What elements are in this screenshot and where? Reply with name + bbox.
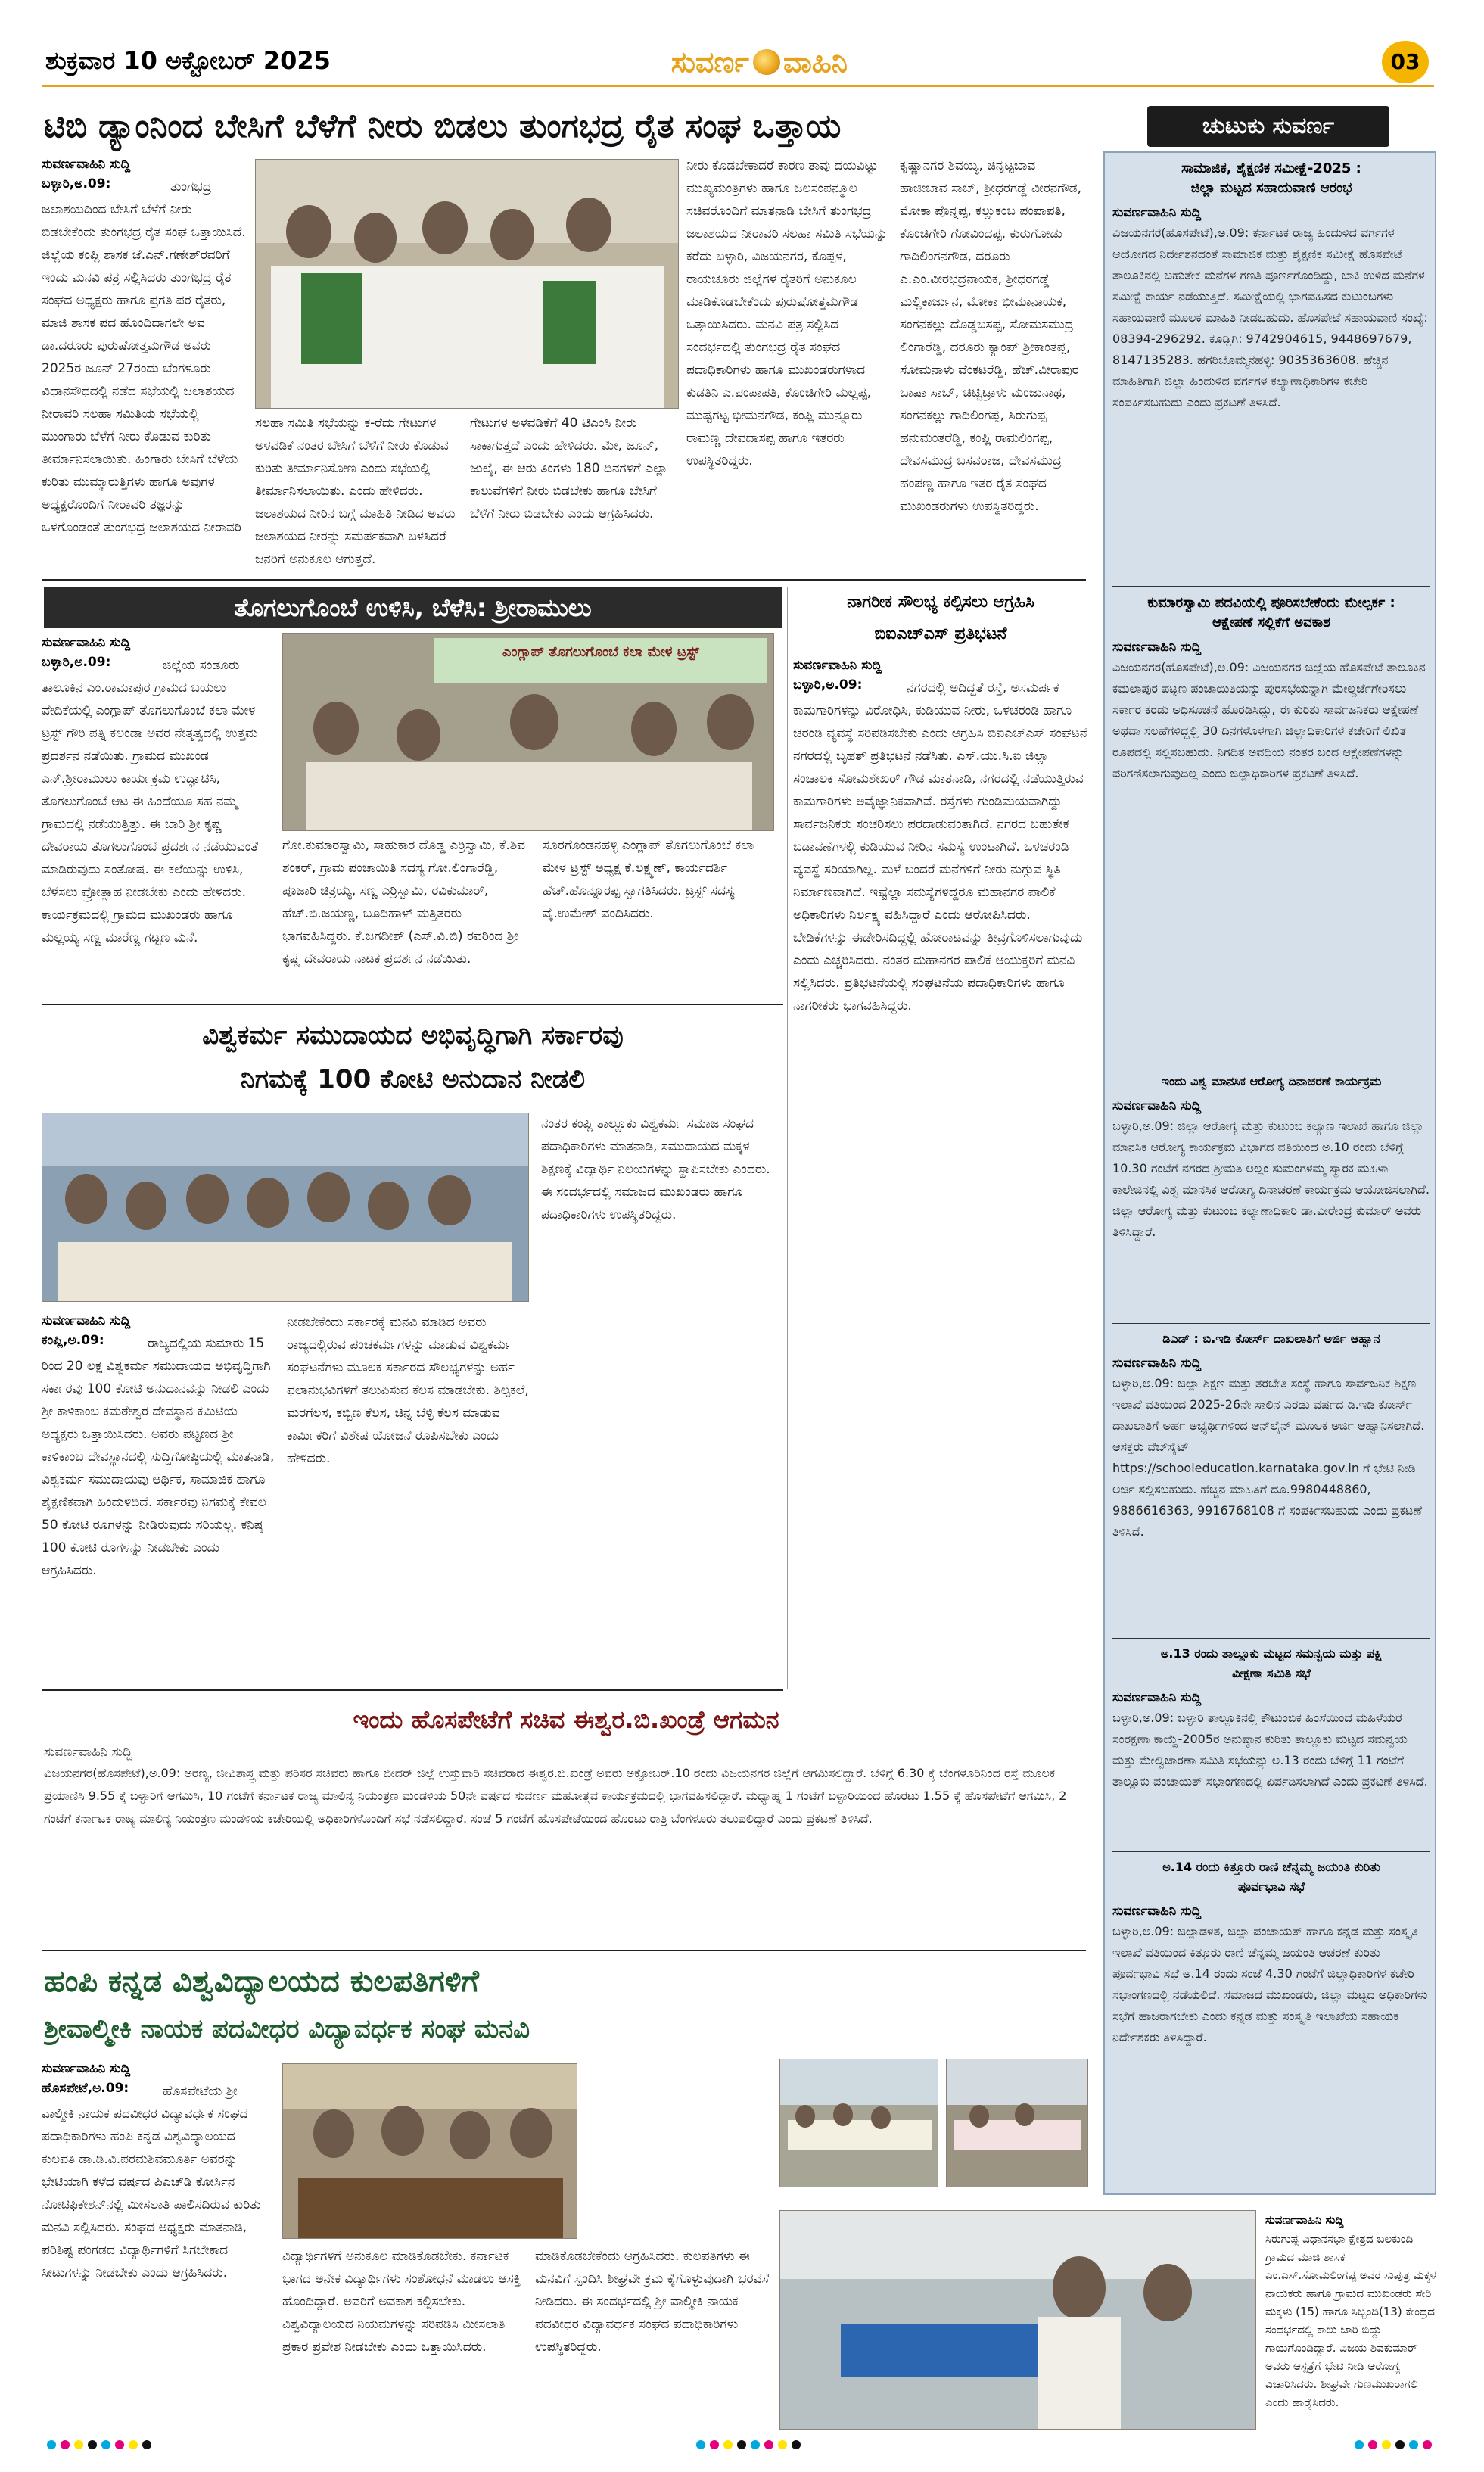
story-tb-dam xyxy=(42,154,1086,577)
banner-sriramulu xyxy=(44,587,782,628)
photo-protest-rally xyxy=(946,2059,1088,2187)
sidebar-item-body: ವಿಜಯನಗರ(ಹೊಸಪೇಟೆ),ಅ.09: ವಿಜಯನಗರ ಜಿಲ್ಲೆಯ ಹೊಸಪೇಟೆ ತಾಲೂಕಿನ ಕಮಲಾಪುರ ಪಟ್ಟಣ ಪಂಚಾಯಿತಿಯನ್ನು ಪುರಸಭೆಯನ್ನಾಗಿ ಮೇಲ್ದರ್ಜೆಗೇರಿಸಲು ಸರ್ಕಾರ ಕರಡು ಅಧಿಸೂಚನೆ ಹೊರಡಿಸಿದ್ದು, ಈ ಕುರಿತು ಸಾರ್ವಜನಿಕರು ಆಕ್ಷೇಪಣೆ ಅಥವಾ ಸಲಹೆಗಳಿದ್ದಲ್ಲಿ 30 ದಿನಗಳೊಳಗಾಗಿ ಜಿಲ್ಲಾಧಿಕಾರಿಗಳ ಕಚೇರಿಗೆ ಲಿಖಿತ ರೂಪದಲ್ಲಿ ಸಲ್ಲಿಸಬಹುದು. ನಿಗದಿತ ಅವಧಿಯ ನಂತರ ಬಂದ ಆಕ್ಷೇಪಣೆಗಳನ್ನು ಪರಿಗಣಿಸಲಾಗುವುದಿಲ್ಲ ಎಂದು ಜಿಲ್ಲಾಧಿಕಾರಿಗಳ ಪ್ರಕಟಣೆ ತಿಳಿಸಿದೆ. xyxy=(1112,660,1426,780)
sidebar-item-heading: ಸಾಮಾಜಿಕ, ಶೈಕ್ಷಣಿಕ ಸಮೀಕ್ಷೆ-2025 : ಜಿಲ್ಲಾ ಮಟ್ಟದ ಸಹಾಯವಾಣಿ ಆರಂಭ xyxy=(1181,160,1361,196)
sidebar-item xyxy=(1112,593,1430,1063)
photo-protest-march xyxy=(779,2059,938,2187)
headline-protest-line2: ಬಿಐಎಚ್‌ಎಸ್ ಪ್ರತಿಭಟನೆ xyxy=(874,624,1007,643)
divider xyxy=(1112,586,1430,587)
story-column: ಜಿಲ್ಲೆಯ ಸಂಡೂರು ತಾಲೂಕಿನ ಎಂ.ರಾಮಾಪುರ ಗ್ರಾಮದ ಬಯಲು ವೇದಿಕೆಯಲ್ಲಿ ಎಂಗ್ಲಾಪ್ ತೊಗಲುಗೊಂಬೆ ಕಲಾ ಮೇಳ ಟ್ರಸ್ಟ್ ಗೌರಿ ಪತ್ನಿ ಕಲಂಡಾ ಅವರ ನೇತೃತ್ವದಲ್ಲಿ ಉತ್ತಮ ಪ್ರದರ್ಶನ ನಡೆಯಿತು. ಗ್ರಾಮದ ಮುಖಂಡ ಎನ್.ಶ್ರೀರಾಮುಲು ಕಾರ್ಯಕ್ರಮ ಉದ್ಘಾಟಿಸಿ, ತೊಗಲುಗೊಂಬೆ ಆಟ ಈ ಹಿಂದೆಯೂ ಸಹ ನಮ್ಮ ಗ್ರಾಮದಲ್ಲಿ ನಡೆಯುತ್ತಿತ್ತು. ಈ ಬಾರಿ ಶ್ರೀ ಕೃಷ್ಣ ದೇವರಾಯ ತೊಗಲುಗೊಂಬೆ ಪ್ರದರ್ಶನ ನಡೆಯುವಂತೆ ಮಾಡಿರುವುದು ಸಂತೋಷ. ಈ ಕಲೆಯನ್ನು ಉಳಿಸಿ, ಬೆಳೆಸಲು ಪ್ರೋತ್ಸಾಹ ನೀಡಬೇಕು ಎಂದು ಹೇಳಿದರು. ಕಾರ್ಯಕ್ರಮದಲ್ಲಿ ಗ್ರಾಮದ ಮುಖಂಡರು ಹಾಗೂ ಮಲ್ಲಯ್ಯ ಸಣ್ಣ ಮಾರೆಣ್ಣ ಗಟ್ಟಣ ಮನೆ. xyxy=(42,658,258,945)
story-byline: ಸುವರ್ಣವಾಹಿನಿ ಸುದ್ದಿ xyxy=(44,1745,132,1760)
sidebar-item-heading: ಅ.14 ರಂದು ಕಿತ್ತೂರು ರಾಣಿ ಚೆನ್ನಮ್ಮ ಜಯಂತಿ ಕುರಿತು ಪೂರ್ವಭಾವಿ ಸಭೆ xyxy=(1162,1860,1380,1894)
sidebar-item-byline: ಸುವರ್ಣವಾಹಿನಿ ಸುದ್ದಿ xyxy=(1112,1690,1202,1705)
sidebar-item xyxy=(1112,1644,1430,1848)
sidebar-item-body: ವಿಜಯನಗರ(ಹೊಸಪೇಟೆ),ಅ.09: ಕರ್ನಾಟಕ ರಾಜ್ಯ ಹಿಂದುಳಿದ ವರ್ಗಗಳ ಆಯೋಗದ ನಿರ್ದೇಶನದಂತೆ ಸಾಮಾಜಿಕ ಮತ್ತು ಶೈಕ್ಷಣಿಕ ಸಮೀಕ್ಷೆ ಹೊಸಪೇಟೆ ತಾಲೂಕಿನಲ್ಲಿ ಬಹುತೇಕ ಮನೆಗಳ ಗಣತಿ ಪೂರ್ಣಗೊಂಡಿದ್ದು, ಬಾಕಿ ಉಳಿದ ಮನೆಗಳ ಸಮೀಕ್ಷೆ ಕಾರ್ಯ ನಡೆಯುತ್ತಿದೆ. ಸಮೀಕ್ಷೆಯಲ್ಲಿ ಭಾಗವಹಿಸದ ಕುಟುಂಬಗಳು ಸಹಾಯವಾಣಿ ಮೂಲಕ ಮಾಹಿತಿ ನೀಡಬಹುದು. ಹೊಸಪೇಟೆ ಸಹಾಯವಾಣಿ ಸಂಖ್ಯೆ: 08394-296292. ಕೂಡ್ಲಿಗಿ: 9742904615, 9448697679, 8147135283. ಹಗರಿಬೊಮ್ಮನಹಳ್ಳಿ: 9035363608. ಹೆಚ್ಚಿನ ಮಾಹಿತಿಗಾಗಿ ಜಿಲ್ಲಾ ಹಿಂದುಳಿದ ವರ್ಗಗಳ ಕಲ್ಯಾಣಾಧಿಕಾರಿಗಳ ಕಚೇರಿ ಸಂಪರ್ಕಿಸಬಹುದು ಎಂದು ಪ್ರಕಟಣೆ ತಿಳಿಸಿದೆ. xyxy=(1112,226,1428,409)
story-column: ಸಿರುಗುಪ್ಪ ವಿಧಾನಸಭಾ ಕ್ಷೇತ್ರದ ಬಲಕುಂದಿ ಗ್ರಾಮದ ಮಾಜಿ ಶಾಸಕ ಎಂ.ಎಸ್.ಸೋಮಲಿಂಗಪ್ಪ ಅವರ ಸುಪುತ್ರ ಮಕ್ಕಳ ನಾಯಕರು ಹಾಗೂ ಗ್ರಾಮದ ಮುಖಂಡರು ಸೇರಿ ಮಕ್ಕಳು (15) ಹಾಗೂ ಸಿಬ್ಬಂದಿ(13) ಕೇಂದ್ರದ ಸಂದರ್ಭದಲ್ಲಿ ಕಾಲು ಜಾರಿ ಬಿದ್ದು ಗಾಯಗೊಂಡಿದ್ದಾರೆ. ವಿಜಯ ಶಿವಕುಮಾರ್ ಅವರು ಆಸ್ಪತ್ರೆಗೆ ಭೇಟಿ ನೀಡಿ ಆರೋಗ್ಯ ವಿಚಾರಿಸಿದರು. ಶೀಘ್ರವೇ ಗುಣಮುಖರಾಗಲಿ ಎಂದು ಹಾರೈಸಿದರು. xyxy=(1265,2232,1436,2409)
story-column: ನಗರದಲ್ಲಿ ಅದಿದ್ದತೆ ರಸ್ತೆ, ಅಸಮರ್ಪಕ ಕಾಮಗಾರಿಗಳನ್ನು ವಿರೋಧಿಸಿ, ಕುಡಿಯುವ ನೀರು, ಒಳಚರಂಡಿ ಹಾಗೂ ಚರಂಡಿ ವ್ಯವಸ್ಥೆ ಸರಿಪಡಿಸಬೇಕು ಎಂದು ಆಗ್ರಹಿಸಿ ಬಿಐಎಚ್‌ಎಸ್ ಸಂಘಟನೆ ನಗರದಲ್ಲಿ ಬೃಹತ್ ಪ್ರತಿಭಟನೆ ನಡೆಸಿತು. ಎಸ್.ಯು.ಸಿ.ಐ ಜಿಲ್ಲಾ ಸಂಚಾಲಕ ಸೋಮಶೇಖರ್ ಗೌಡ ಮಾತನಾಡಿ, ನಗರದಲ್ಲಿ ನಡೆಯುತ್ತಿರುವ ಕಾಮಗಾರಿಗಳು ಅವೈಜ್ಞಾನಿಕವಾಗಿವೆ. ರಸ್ತೆಗಳು ಗುಂಡಿಮಯವಾಗಿದ್ದು ಸಾರ್ವಜನಿಕರು ಸಂಚರಿಸಲು ಪರದಾಡುವಂತಾಗಿದೆ. ನಗರದ ಬಹುತೇಕ ಬಡಾವಣೆಗಳಲ್ಲಿ ಕುಡಿಯುವ ನೀರಿನ ಸಮಸ್ಯೆ ಉಂಟಾಗಿದೆ. ಒಳಚರಂಡಿ ವ್ಯವಸ್ಥೆ ಸರಿಯಾಗಿಲ್ಲ. ಮಳೆ ಬಂದರೆ ಮನೆಗಳಿಗೆ ನೀರು ನುಗ್ಗುವ ಸ್ಥಿತಿ ನಿರ್ಮಾಣವಾಗಿದೆ. ಇಷ್ಟೆಲ್ಲಾ ಸಮಸ್ಯೆಗಳಿದ್ದರೂ ಮಹಾನಗರ ಪಾಲಿಕೆ ಅಧಿಕಾರಿಗಳು ನಿರ್ಲಕ್ಷ್ಯ ವಹಿಸಿದ್ದಾರೆ ಎಂದು ಆರೋಪಿಸಿದರು. ಬೇಡಿಕೆಗಳನ್ನು ಈಡೇರಿಸದಿದ್ದಲ್ಲಿ ಹೋರಾಟವನ್ನು ತೀವ್ರಗೊಳಿಸಲಾಗುವುದು ಎಂದು ಎಚ್ಚರಿಸಿದರು. ನಂತರ ಮಹಾನಗರ ಪಾಲಿಕೆ ಆಯುಕ್ತರಿಗೆ ಮನವಿ ಸಲ್ಲಿಸಿದರು. ಪ್ರತಿಭಟನೆಯಲ್ಲಿ ಸಂಘಟನೆಯ ಪದಾಧಿಕಾರಿಗಳು ಹಾಗೂ ನಾಗರೀಕರು ಭಾಗವಹಿಸಿದ್ದರು. xyxy=(793,680,1087,1013)
sidebar-item xyxy=(1112,1329,1430,1635)
sidebar-item-byline: ಸುವರ್ಣವಾಹಿನಿ ಸುದ್ದಿ xyxy=(1112,1904,1202,1919)
photo-puppet-event xyxy=(282,633,774,831)
photo-banner-text: ಎಂಗ್ಲಾಪ್ ತೊಗಲುಗೊಂಬೆ ಕಲಾ ಮೇಳ ಟ್ರಸ್ಟ್ xyxy=(502,644,700,660)
story-byline: ಸುವರ್ಣವಾಹಿನಿ ಸುದ್ದಿ xyxy=(793,658,882,673)
masthead-logo xyxy=(609,42,904,83)
brand-left: ಸುವರ್ಣ xyxy=(670,45,749,79)
page-header xyxy=(0,0,1484,91)
sidebar-title: ಚುಟುಕು ಸುವರ್ಣ xyxy=(1202,113,1335,139)
print-registration-dots-center xyxy=(696,2440,801,2460)
divider xyxy=(1112,1851,1430,1852)
story-dateline: ಬಳ್ಳಾರಿ,ಅ.09: xyxy=(793,677,863,693)
headline-vishwakarma-line2: ನಿಗಮಕ್ಕೆ 100 ಕೋಟಿ ಅನುದಾನ ನೀಡಲಿ xyxy=(240,1064,586,1094)
sidebar-item xyxy=(1112,159,1430,583)
brand-emblem-icon xyxy=(753,49,780,75)
headline-hampi-line1: ಹಂಪಿ ಕನ್ನಡ ವಿಶ್ವವಿದ್ಯಾಲಯದ ಕುಲಪತಿಗಳಿಗೆ xyxy=(44,1964,479,1999)
story-column: ಗೋ.ಕುಮಾರಸ್ವಾಮಿ, ಸಾಹುಕಾರ ದೊಡ್ಡ ಎರ್ರಿಸ್ವಾಮಿ, ಕೆ.ಶಿವ ಶಂಕರ್, ಗ್ರಾಮ ಪಂಚಾಯಿತಿ ಸದಸ್ಯ ಗೋ.ಲಿಂಗಾರೆಡ್ಡಿ, ಪೂಜಾರಿ ಚಿತ್ರಯ್ಯ, ಸಣ್ಣ ಎರ್ರಿಸ್ವಾಮಿ, ರವಿಕುಮಾರ್, ಹೆಚ್.ಬಿ.ಜಯಣ್ಣ, ಬೂದಿಹಾಳ್ ಮತ್ತಿತರರು ಭಾಗವಹಿಸಿದ್ದರು. ಕೆ.ಜಗದೀಶ್ (ಎಸ್.ವಿ.ಬಿ) ರವರಿಂದ ಶ್ರೀ ಕೃಷ್ಣ ದೇವರಾಯ ನಾಟಕ ಪ್ರದರ್ಶನ ನಡೆಯಿತು. xyxy=(282,838,525,967)
story-dateline: ಬಳ್ಳಾರಿ,ಅ.09: xyxy=(42,176,111,191)
story-dateline: ಬಳ್ಳಾರಿ,ಅ.09: xyxy=(42,655,111,670)
divider xyxy=(1112,1323,1430,1324)
header-date: ಶುಕ್ರವಾರ 10 ಅಕ್ಟೋಬರ್ 2025 xyxy=(45,46,331,75)
story-hampi xyxy=(42,2059,783,2437)
sidebar-panel xyxy=(1103,151,1436,2195)
story-column: ನಂತರ ಕಂಪ್ಲಿ ತಾಲ್ಲೂಕು ವಿಶ್ವಕರ್ಮ ಸಮಾಜ ಸಂಘದ ಪದಾಧಿಕಾರಿಗಳು ಮಾತನಾಡಿ, ಸಮುದಾಯದ ಮಕ್ಕಳ ಶಿಕ್ಷಣಕ್ಕೆ ವಿದ್ಯಾರ್ಥಿ ನಿಲಯಗಳನ್ನು ಸ್ಥಾಪಿಸಬೇಕು ಎಂದರು. ಈ ಸಂದರ್ಭದಲ್ಲಿ ಸಮಾಜದ ಮುಖಂಡರು ಹಾಗೂ ಪದಾಧಿಕಾರಿಗಳು ಉಪಸ್ಥಿತರಿದ್ದರು. xyxy=(541,1116,770,1222)
divider xyxy=(42,579,1086,581)
divider xyxy=(42,1950,1086,1951)
sidebar-item-body: ಬಳ್ಳಾರಿ,ಅ.09: ಬಳ್ಳಾರಿ ತಾಲ್ಲೂಕಿನಲ್ಲಿ ಕೌಟುಂಬಿಕ ಹಿಂಸೆಯಿಂದ ಮಹಿಳೆಯರ ಸಂರಕ್ಷಣಾ ಕಾಯ್ದೆ-2005ರ ಅನುಷ್ಠಾನ ಕುರಿತು ತಾಲ್ಲೂಕು ಮಟ್ಟದ ಸಮನ್ವಯ ಮತ್ತು ಮೇಲ್ವಿಚಾರಣಾ ಸಮಿತಿ ಸಭೆಯನ್ನು ಅ.13 ರಂದು ಬೆಳಿಗ್ಗೆ 11 ಗಂಟೆಗೆ ತಾಲ್ಲೂಕು ಪಂಚಾಯತ್ ಸಭಾಂಗಣದಲ್ಲಿ ಏರ್ಪಡಿಸಲಾಗಿದೆ ಎಂದು ಪ್ರಕಟಣೆ ತಿಳಿಸಿದೆ. xyxy=(1112,1711,1428,1789)
sidebar-item-heading: ಡಿಎಡ್ : ಬಿ.ಇಡಿ ಕೋರ್ಸ್ ದಾಖಲಾತಿಗೆ ಅರ್ಜಿ ಆಹ್ವಾನ xyxy=(1162,1331,1380,1346)
story-column: ನೀಡಬೇಕೆಂದು ಸರ್ಕಾರಕ್ಕೆ ಮನವಿ ಮಾಡಿದ ಅವರು ರಾಜ್ಯದಲ್ಲಿರುವ ಪಂಚಕರ್ಮಗಳನ್ನು ಮಾಡುವ ವಿಶ್ವಕರ್ಮ ಸಂಘಟನೆಗಳು ಮೂಲಕ ಸರ್ಕಾರದ ಸೌಲಭ್ಯಗಳನ್ನು ಅರ್ಹ ಫಲಾನುಭವಿಗಳಿಗೆ ತಲುಪಿಸುವ ಕೆಲಸ ಮಾಡಬೇಕು. ಶಿಲ್ಪಕಲೆ, ಮರಗೆಲಸ, ಕಬ್ಬಿಣ ಕೆಲಸ, ಚಿನ್ನ ಬೆಳ್ಳಿ ಕೆಲಸ ಮಾಡುವ ಕಾರ್ಮಿಕರಿಗೆ ವಿಶೇಷ ಯೋಜನೆ ರೂಪಿಸಬೇಕು ಎಂದು ಹೇಳಿದರು. xyxy=(287,1315,529,1466)
story-column: ಕೃಷ್ಣಾನಗರ ಶಿವಯ್ಯ, ಚಿನ್ನಟ್ಟಬಾವ ಹಾಜೀಬಾವ ಸಾಬ್, ಶ್ರೀಧರಗಡ್ಡೆ ವೀರನಗೌಡ, ಮೋಕಾ ಪೊನ್ನಪ್ಪ, ಕಲ್ಲುಕಂಬ ಪಂಪಾಪತಿ, ಕೊಂಚಿಗೇರಿ ಗೋವಿಂದಪ್ಪ, ಕುರುಗೋಡು ಗಾದಿಲಿಂಗನಗೌಡ, ದರೂರು ಎ.ಎಂ.ವೀರಭದ್ರನಾಯಕ, ಶ್ರೀಧರಗಡ್ಡೆ ಮಲ್ಲಿಕಾರ್ಜುನ, ಮೋಕಾ ಭೀಮಾನಾಯಕ, ಸಂಗನಕಲ್ಲು ದೊಡ್ಡಬಸಪ್ಪ, ಸೋಮಸಮುದ್ರ ಲಿಂಗಾರೆಡ್ಡಿ, ದರೂರು ಕ್ಯಾಂಪ್ ಶ್ರೀಕಾಂತಪ್ಪ, ಸೋಮನಾಳು ವೆಂಕಟರೆಡ್ಡಿ, ಹೆಚ್.ವೀರಾಪುರ ಬಾಷಾ ಸಾಬ್, ಚಿಟ್ವಿಟ್ರಾಳು ಮಂಜುನಾಥ, ಸಂಗನಕಲ್ಲು ಗಾದಿಲಿಂಗಪ್ಪ, ಸಿರುಗುಪ್ಪ ಹನುಮಂತರೆಡ್ಡಿ, ಕಂಪ್ಲಿ ರಾಮಲಿಂಗಪ್ಪ, ದೇವಸಮುದ್ರ ಬಸವರಾಜ, ದೇವಸಮುದ್ರ ಹಂಪಣ್ಣ ಹಾಗೂ ಇತರ ರೈತ ಸಂಘದ ಮುಖಂಡರುಗಳು ಉಪಸ್ಥಿತರಿದ್ದರು. xyxy=(900,158,1082,514)
story-dateline: ಹೊಸಪೇಟೆ,ಅ.09: xyxy=(42,2081,129,2096)
header-rule xyxy=(42,85,1434,87)
headline-vishwakarma-line1: ವಿಶ್ವಕರ್ಮ ಸಮುದಾಯದ ಅಭಿವೃದ್ಧಿಗಾಗಿ ಸರ್ಕಾರವು xyxy=(202,1020,624,1051)
sidebar-item-body: ಬಳ್ಳಾರಿ,ಅ.09: ಜಿಲ್ಲಾ ಆರೋಗ್ಯ ಮತ್ತು ಕುಟುಂಬ ಕಲ್ಯಾಣ ಇಲಾಖೆ ಹಾಗೂ ಜಿಲ್ಲಾ ಮಾನಸಿಕ ಆರೋಗ್ಯ ಕಾರ್ಯಕ್ರಮ ವಿಭಾಗದ ವತಿಯಿಂದ ಅ.10 ರಂದು ಬೆಳಿಗ್ಗೆ 10.30 ಗಂಟೆಗೆ ನಗರದ ಶ್ರೀಮತಿ ಅಲ್ಲಂ ಸುಮಂಗಳಮ್ಮ ಸ್ಮಾರಕ ಮಹಿಳಾ ಕಾಲೇಜಿನಲ್ಲಿ ವಿಶ್ವ ಮಾನಸಿಕ ಆರೋಗ್ಯ ದಿನಾಚರಣೆ ಕಾರ್ಯಕ್ರಮ ಆಯೋಜಿಸಲಾಗಿದೆ. ಜಿಲ್ಲಾ ಆರೋಗ್ಯ ಮತ್ತು ಕುಟುಂಬ ಕಲ್ಯಾಣಾಧಿಕಾರಿ ಡಾ.ವೀರೇಂದ್ರ ಕುಮಾರ್ ಅವರು ತಿಳಿಸಿದ್ದಾರೆ. xyxy=(1112,1119,1430,1239)
story-column: ಸಲಹಾ ಸಮಿತಿ ಸಭೆಯನ್ನು ಕ-ರೆದು ಗೇಟುಗಳ ಅಳವಡಿಕೆ ನಂತರ ಬೇಸಿಗೆ ಬೆಳೆಗೆ ನೀರು ಕೊಡುವ ಕುರಿತು ತೀರ್ಮಾನಿಸೋಣ ಎಂದು ಸಭೆಯಲ್ಲಿ ತೀರ್ಮಾನಿಸಲಾಯಿತು. ಎಂದು ಹೇಳಿದರು. ಜಲಾಶಯದ ನೀರಿನ ಬಗ್ಗೆ ಮಾಹಿತಿ ನೀಡಿದ ಅವರು ಜಲಾಶಯದ ನೀರನ್ನು ಸಮರ್ಪಕವಾಗಿ ಬಳಸಿದರೆ ಜನರಿಗೆ ಅನುಕೂಲ ಆಗುತ್ತದೆ. xyxy=(255,416,456,567)
sidebar-item-body: ಬಳ್ಳಾರಿ,ಅ.09: ಜಿಲ್ಲಾಡಳಿತ, ಜಿಲ್ಲಾ ಪಂಚಾಯತ್ ಹಾಗೂ ಕನ್ನಡ ಮತ್ತು ಸಂಸ್ಕೃತಿ ಇಲಾಖೆ ವತಿಯಿಂದ ಕಿತ್ತೂರು ರಾಣಿ ಚೆನ್ನಮ್ಮ ಜಯಂತಿ ಆಚರಣೆ ಕುರಿತು ಪೂರ್ವಭಾವಿ ಸಭೆ ಅ.14 ರಂದು ಸಂಜೆ 4.30 ಗಂಟೆಗೆ ಜಿಲ್ಲಾಧಿಕಾರಿಗಳ ಕಚೇರಿ ಸಭಾಂಗಣದಲ್ಲಿ ನಡೆಯಲಿದೆ. ಸಮಾಜದ ಮುಖಂಡರು, ಜಿಲ್ಲಾ ಮಟ್ಟದ ಅಧಿಕಾರಿಗಳು ಸಭೆಗೆ ಹಾಜರಾಗಬೇಕು ಎಂದು ಕನ್ನಡ ಮತ್ತು ಸಂಸ್ಕೃತಿ ಇಲಾಖೆಯ ಸಹಾಯಕ ನಿರ್ದೇಶಕರು ತಿಳಿಸಿದ್ದಾರೆ. xyxy=(1112,1924,1428,2044)
sidebar-item-body: ಬಳ್ಳಾರಿ,ಅ.09: ಜಿಲ್ಲಾ ಶಿಕ್ಷಣ ಮತ್ತು ತರಬೇತಿ ಸಂಸ್ಥೆ ಹಾಗೂ ಸಾರ್ವಜನಿಕ ಶಿಕ್ಷಣ ಇಲಾಖೆ ವತಿಯಿಂದ 2025-26ನೇ ಸಾಲಿನ ಎರಡು ವರ್ಷದ ಡಿ.ಇಡಿ ಕೋರ್ಸ್ ದಾಖಲಾತಿಗೆ ಅರ್ಹ ಅಭ್ಯರ್ಥಿಗಳಿಂದ ಆನ್‌ಲೈನ್ ಮೂಲಕ ಅರ್ಜಿ ಆಹ್ವಾನಿಸಲಾಗಿದೆ. ಆಸಕ್ತರು ವೆಬ್‌ಸೈಟ್ https://schooleducation.karnataka.gov.in ಗೆ ಭೇಟಿ ನೀಡಿ ಅರ್ಜಿ ಸಲ್ಲಿಸಬಹುದು. ಹೆಚ್ಚಿನ ಮಾಹಿತಿಗೆ ದೂ.9980448860, 9886616363, 9916768108 ಗೆ ಸಂಪರ್ಕಿಸಬಹುದು ಎಂದು ಪ್ರಕಟಣೆ ತಿಳಿಸಿದೆ. xyxy=(1112,1376,1425,1539)
headline-hampi-line2: ಶ್ರೀವಾಲ್ಮೀಕಿ ನಾಯಕ ಪದವೀಧರ ವಿದ್ಯಾವರ್ಧಕ ಸಂಘ ಮನವಿ xyxy=(44,2014,530,2044)
story-byline: ಸುವರ್ಣವಾಹಿನಿ ಸುದ್ದಿ xyxy=(42,1313,131,1328)
page-number: 03 xyxy=(1390,49,1420,74)
sidebar-item-byline: ಸುವರ್ಣವಾಹಿನಿ ಸುದ್ದಿ xyxy=(1112,1356,1202,1371)
sidebar-item-heading: ಇಂದು ವಿಶ್ವ ಮಾನಸಿಕ ಆರೋಗ್ಯ ದಿನಾಚರಣೆ ಕಾರ್ಯಕ್ರಮ xyxy=(1161,1074,1382,1088)
story-column: ನೀರು ಕೊಡಬೇಕಾದರೆ ಕಾರಣ ತಾವು ದಯವಿಟ್ಟು ಮುಖ್ಯಮಂತ್ರಿಗಳು ಹಾಗೂ ಜಲಸಂಪನ್ಮೂಲ ಸಚಿವರೊಂದಿಗೆ ಮಾತನಾಡಿ ಬೇಸಿಗೆ ತುಂಗಭದ್ರ ಜಲಾಶಯದ ನೀರಾವರಿ ಸಲಹಾ ಸಮಿತಿ ಸಭೆಯನ್ನು ಕರೆದು ಬಳ್ಳಾರಿ, ವಿಜಯನಗರ, ಕೊಪ್ಪಳ, ರಾಯಚೂರು ಜಿಲ್ಲೆಗಳ ರೈತರಿಗೆ ಅನುಕೂಲ ಮಾಡಿಕೊಡಬೇಕೆಂದು ಪುರುಷೋತ್ತಮಗೌಡ ಒತ್ತಾಯಿಸಿದರು. ಮನವಿ ಪತ್ರ ಸಲ್ಲಿಸಿದ ಸಂದರ್ಭದಲ್ಲಿ ತುಂಗಭದ್ರ ರೈತ ಸಂಘದ ಪದಾಧಿಕಾರಿಗಳು ಹಾಗೂ ಮುಖಂಡರುಗಳಾದ ಕುಡತಿನಿ ಎ.ಪಂಪಾಪತಿ, ಕೊಂಚಿಗೇರಿ ಮಲ್ಲಪ್ಪ, ಮುಷ್ಟಗಟ್ಟ ಭೀಮನಗೌಡ, ಕಂಪ್ಲಿ ಮುನ್ನೂರು ರಾಮಣ್ಣ ದೇವದಾಸಪ್ಪ ಹಾಗೂ ಇತರರು ಉಪಸ್ಥಿತರಿದ್ದರು. xyxy=(686,158,888,469)
story-column: ಮಾಡಿಕೊಡಬೇಕೆಂದು ಆಗ್ರಹಿಸಿದರು. ಕುಲಪತಿಗಳು ಈ ಮನವಿಗೆ ಸ್ಪಂದಿಸಿ ಶೀಘ್ರವೇ ಕ್ರಮ ಕೈಗೊಳ್ಳುವುದಾಗಿ ಭರವಸೆ ನೀಡಿದರು. ಈ ಸಂದರ್ಭದಲ್ಲಿ ಶ್ರೀ ವಾಲ್ಮೀಕಿ ನಾಯಕ ಪದವೀಧರ ವಿದ್ಯಾವರ್ಧಕ ಸಂಘದ ಪದಾಧಿಕಾರಿಗಳು ಉಪಸ್ಥಿತರಿದ್ದರು. xyxy=(535,2249,770,2355)
story-sriramulu xyxy=(42,633,783,1004)
sidebar-item-byline: ಸುವರ್ಣವಾಹಿನಿ ಸುದ್ದಿ xyxy=(1112,640,1202,655)
story-vishwakarma xyxy=(42,1113,783,1688)
divider xyxy=(42,1004,783,1005)
story-column: ಸೂರಗೊಂಡನಹಳ್ಳಿ ಎಂಗ್ಲಾಪ್ ತೊಗಲುಗೊಂಬೆ ಕಲಾ ಮೇಳ ಟ್ರಸ್ಟ್ ಅಧ್ಯಕ್ಷ ಕೆ.ಲಕ್ಷ್ಮಣ್, ಕಾರ್ಯದರ್ಶಿ ಹೆಚ್.ಹೊನ್ನೂರಪ್ಪ ಸ್ವಾಗತಿಸಿದರು. ಟ್ರಸ್ಟ್ ಸದಸ್ಯ ವೈ.ಉಮೇಶ್ ವಂದಿಸಿದರು. xyxy=(543,838,754,921)
story-column: ತುಂಗಭದ್ರ ಜಲಾಶಯದಿಂದ ಬೇಸಿಗೆ ಬೆಳೆಗೆ ನೀರು ಬಿಡಬೇಕೆಂದು ತುಂಗಭದ್ರ ರೈತ ಸಂಘ ಒತ್ತಾಯಿಸಿದೆ. ಜಿಲ್ಲೆಯ ಕಂಪ್ಲಿ ಶಾಸಕ ಜೆ.ಎನ್.ಗಣೇಶ್‌ರವರಿಗೆ ಇಂದು ಮನವಿ ಪತ್ರ ಸಲ್ಲಿಸಿದರು ತುಂಗಭದ್ರ ರೈತ ಸಂಘದ ಅಧ್ಯಕ್ಷರು ಹಾಗೂ ಪ್ರಗತಿ ಪರ ರೈತರು, ಮಾಜಿ ಶಾಸಕ ಪದ ಹೊಂದಿದಾಗಲೇ ಅವ ಡಾ.ದರೂರು ಪುರುಷೋತ್ತಮಗೌಡ ಅವರು 2025ರ ಜೂನ್ 27ರಂದು ಬೆಂಗಳೂರು ವಿಧಾನಸೌಧದಲ್ಲಿ ನಡೆದ ಸಭೆಯಲ್ಲಿ ಜಲಾಶಯದ ನೀರಾವರಿ ಸಲಹಾ ಸಮಿತಿಯ ಸಭೆಯಲ್ಲಿ ಮುಂಗಾರು ಬೆಳೆಗೆ ನೀರು ಕೊಡುವ ಕುರಿತು ತೀರ್ಮಾನಿಸಲಾಯಿತು. ಹಿಂಗಾರು ಬೇಸಿಗೆ ಬೆಳೆಯ ಕುರಿತು ಮುಮ್ಮಾರುತ್ತಿಗಳು ಹಾಗೂ ಅವುಗಳ ಅಧ್ಯಕ್ಷರೊಂದಿಗೆ ನೀರಾವರಿ ತಜ್ಞರನ್ನು ಒಳಗೊಂಡಂತೆ ತುಂಗಭದ್ರ ಜಲಾಶಯದ ನೀರಾವರಿ xyxy=(42,179,246,535)
headline-tb-dam: ಟಿಬಿ ಡ್ಯಾಂನಿಂದ ಬೇಸಿಗೆ ಬೆಳೆಗೆ ನೀರು ಬಿಡಲು ತುಂಗಭದ್ರ ರೈತ ಸಂಘ ಒತ್ತಾಯ xyxy=(44,107,842,145)
photo-hospital-visit xyxy=(779,2210,1256,2430)
story-dateline: ಕಂಪ್ಲಿ,ಅ.09: xyxy=(42,1333,104,1348)
sidebar-item xyxy=(1112,1857,1430,2190)
story-bottom-right xyxy=(1265,2210,1439,2430)
notice-body: ವಿಜಯನಗರ(ಹೊಸಪೇಟೆ),ಅ.09: ಅರಣ್ಯ, ಜೀವಿಶಾಸ್ತ್ರ ಮತ್ತು ಪರಿಸರ ಸಚಿವರು ಹಾಗೂ ಬೀದರ್ ಜಿಲ್ಲೆ ಉಸ್ತುವಾರಿ ಸಚಿವರಾದ ಈಶ್ವರ.ಬಿ.ಖಂಡ್ರೆ ಅವರು ಅಕ್ಟೋಬರ್.10 ರಂದು ವಿಜಯನಗರ ಜಿಲ್ಲೆಗೆ ಆಗಮಿಸಲಿದ್ದಾರೆ. ಬೆಳಿಗ್ಗೆ 6.30 ಕ್ಕೆ ಬೆಂಗಳೂರಿನಿಂದ ರಸ್ತೆ ಮೂಲಕ ಪ್ರಯಾಣಿಸಿ 9.55 ಕ್ಕೆ ಬಳ್ಳಾರಿಗೆ ಆಗಮಿಸಿ, 10 ಗಂಟೆಗೆ ಕರ್ನಾಟಕ ರಾಜ್ಯ ಮಾಲಿನ್ಯ ನಿಯಂತ್ರಣ ಮಂಡಳಿಯ 50ನೇ ವರ್ಷದ ಸುವರ್ಣ ಮಹೋತ್ಸವ ಕಾರ್ಯಕ್ರಮದಲ್ಲಿ ಭಾಗವಹಿಸಲಿದ್ದಾರೆ. ಮಧ್ಯಾಹ್ನ 1 ಗಂಟೆಗೆ ಬಳ್ಳಾರಿಯಿಂದ ಹೊರಟು 1.55 ಕ್ಕೆ ಹೊಸಪೇಟೆಗೆ ಆಗಮಿಸಿ, 2 ಗಂಟೆಗೆ ಕರ್ನಾಟಕ ರಾಜ್ಯ ಮಾಲಿನ್ಯ ನಿಯಂತ್ರಣ ಮಂಡಳಿಯ ಕಚೇರಿಯಲ್ಲಿ ಅಧಿಕಾರಿಗಳೊಂದಿಗೆ ಸಭೆ ನಡೆಸಲಿದ್ದಾರೆ. ಸಂಜೆ 5 ಗಂಟೆಗೆ ಹೊಸಪೇಟೆಯಿಂದ ಹೊರಟು ರಾತ್ರಿ ಬೆಂಗಳೂರು ತಲುಪಲಿದ್ದಾರೆ ಎಂದು ಪ್ರಕಟಣೆ ತಿಳಿಸಿದೆ. xyxy=(44,1766,1067,1826)
story-column: ವಿದ್ಯಾರ್ಥಿಗಳಿಗೆ ಅನುಕೂಲ ಮಾಡಿಕೊಡಬೇಕು. ಕರ್ನಾಟಕ ಭಾಗದ ಅನೇಕ ವಿದ್ಯಾರ್ಥಿಗಳು ಸಂಶೋಧನೆ ಮಾಡಲು ಆಸಕ್ತಿ ಹೊಂದಿದ್ದಾರೆ. ಅವರಿಗೆ ಅವಕಾಶ ಕಲ್ಪಿಸಬೇಕು. ವಿಶ್ವವಿದ್ಯಾಲಯದ ನಿಯಮಗಳನ್ನು ಸರಿಪಡಿಸಿ ಮೀಸಲಾತಿ ಪ್ರಕಾರ ಪ್ರವೇಶ ನೀಡಬೇಕು ಎಂದು ಒತ್ತಾಯಿಸಿದರು. xyxy=(282,2249,521,2355)
sidebar-title-banner xyxy=(1102,103,1435,150)
divider xyxy=(42,1689,783,1691)
story-column: ಹೊಸಪೇಟೆಯ ಶ್ರೀ ವಾಲ್ಮೀಕಿ ನಾಯಕ ಪದವೀಧರ ವಿದ್ಯಾವರ್ಧಕ ಸಂಘದ ಪದಾಧಿಕಾರಿಗಳು ಹಂಪಿ ಕನ್ನಡ ವಿಶ್ವವಿದ್ಯಾಲಯದ ಕುಲಪತಿ ಡಾ.ಡಿ.ವಿ.ಪರಮಶಿವಮೂರ್ತಿ ಅವರನ್ನು ಭೇಟಿಯಾಗಿ ಕಳೆದ ವರ್ಷದ ಪಿಎಚ್‌ಡಿ ಕೋರ್ಸಿನ ನೋಟಿಫಿಕೇಶನ್‌ನಲ್ಲಿ ಮೀಸಲಾತಿ ಪಾಲಿಸದಿರುವ ಕುರಿತು ಮನವಿ ಸಲ್ಲಿಸಿದರು. ಸಂಘದ ಅಧ್ಯಕ್ಷರು ಮಾತನಾಡಿ, ಪರಿಶಿಷ್ಟ ಪಂಗಡದ ವಿದ್ಯಾರ್ಥಿಗಳಿಗೆ ಸಿಗಬೇಕಾದ ಸೀಟುಗಳನ್ನು ನೀಡಬೇಕು ಎಂದು ಆಗ್ರಹಿಸಿದರು. xyxy=(42,2084,261,2281)
divider xyxy=(1112,1638,1430,1639)
print-registration-dots-right xyxy=(1355,2440,1432,2460)
photo-vishwakarma-meeting xyxy=(42,1113,529,1302)
divider xyxy=(787,587,788,1689)
story-column: ರಾಜ್ಯದಲ್ಲಿಯ ಸುಮಾರು 15 ರಿಂದ 20 ಲಕ್ಷ ವಿಶ್ವಕರ್ಮ ಸಮುದಾಯದ ಅಭಿವೃದ್ಧಿಗಾಗಿ ಸರ್ಕಾರವು 100 ಕೋಟಿ ಅನುದಾನವನ್ನು ನೀಡಲಿ ಎಂದು ಶ್ರೀ ಕಾಳಿಕಾಂಬ ಕಮಠೇಶ್ವರ ದೇವಸ್ಥಾನ ಕಮಿಟಿಯ ಅಧ್ಯಕ್ಷರು ಒತ್ತಾಯಿಸಿದರು. ಅವರು ಪಟ್ಟಣದ ಶ್ರೀ ಕಾಳಿಕಾಂಬ ದೇವಸ್ಥಾನದಲ್ಲಿ ಸುದ್ದಿಗೋಷ್ಠಿಯಲ್ಲಿ ಮಾತನಾಡಿ, ವಿಶ್ವಕರ್ಮ ಸಮುದಾಯವು ಆರ್ಥಿಕ, ಸಾಮಾಜಿಕ ಹಾಗೂ ಶೈಕ್ಷಣಿಕವಾಗಿ ಹಿಂದುಳಿದಿದೆ. ಸರ್ಕಾರವು ನಿಗಮಕ್ಕೆ ಕೇವಲ 50 ಕೋಟಿ ರೂಗಳನ್ನು ನೀಡಿರುವುದು ಸರಿಯಲ್ಲ. ಕನಿಷ್ಠ 100 ಕೋಟಿ ರೂಗಳನ್ನು ನೀಡಬೇಕು ಎಂದು ಆಗ್ರಹಿಸಿದರು. xyxy=(42,1336,275,1578)
story-byline: ಸುವರ್ಣವಾಹಿನಿ ಸುದ್ದಿ xyxy=(42,2061,131,2076)
print-registration-dots-left xyxy=(47,2440,151,2460)
brand-right: ವಾಹಿನಿ xyxy=(783,45,848,79)
story-byline: ಸುವರ್ಣವಾಹಿನಿ ಸುದ್ದಿ xyxy=(42,635,131,650)
sidebar-item-byline: ಸುವರ್ಣವಾಹಿನಿ ಸುದ್ದಿ xyxy=(1112,1098,1202,1113)
page-number-badge xyxy=(1382,41,1429,83)
photo-farmers-memorandum xyxy=(255,159,679,409)
sidebar-item xyxy=(1112,1072,1430,1319)
headline-protest-line1: ನಾಗರೀಕ ಸೌಲಭ್ಯ ಕಲ್ಪಿಸಲು ಆಗ್ರಹಿಸಿ xyxy=(847,593,1034,612)
photo-hampi-vc xyxy=(282,2063,577,2239)
headline-sriramulu: ತೊಗಲುಗೊಂಬೆ ಉಳಿಸಿ, ಬೆಳೆಸಿ: ಶ್ರೀರಾಮುಲು xyxy=(234,593,592,622)
headline-minister: ಇಂದು ಹೊಸಪೇಟೆಗೆ ಸಚಿವ ಈಶ್ವರ.ಬಿ.ಖಂಡ್ರೆ ಆಗಮನ xyxy=(353,1705,779,1734)
story-protest xyxy=(793,655,1088,1942)
story-byline: ಸುವರ್ಣವಾಹಿನಿ ಸುದ್ದಿ xyxy=(42,157,131,172)
story-column: ಗೇಟುಗಳ ಅಳವಡಿಕೆಗೆ 40 ಟಿಎಂಸಿ ನೀರು ಸಾಕಾಗುತ್ತದೆ ಎಂದು ಹೇಳಿದರು. ಮೇ, ಜೂನ್, ಜುಲೈ, ಈ ಆರು ತಿಂಗಳು 180 ದಿನಗಳಿಗೆ ಎಲ್ಲಾ ಕಾಲುವೆಗಳಿಗೆ ನೀರು ಬಿಡಬೇಕು ಹಾಗೂ ಬೇಸಿಗೆ ಬೆಳೆಗೆ ನೀರು ಬಿಡಬೇಕು ಎಂದು ಆಗ್ರಹಿಸಿದರು. xyxy=(470,416,668,521)
sidebar-item-heading: ಕುಮಾರಸ್ವಾಮಿ ಪದವಿಯಲ್ಲಿ ಪೂರಿಸಬೇಕೆಂದು ಮೇಲ್ಪರ್ಕ : ಆಕ್ಷೇಪಣೆ ಸಲ್ಲಿಕೆಗೆ ಅವಕಾಶ xyxy=(1147,595,1395,630)
sidebar-item-byline: ಸುವರ್ಣವಾಹಿನಿ ಸುದ್ದಿ xyxy=(1112,205,1202,220)
story-byline: ಸುವರ್ಣವಾಹಿನಿ ಸುದ್ದಿ xyxy=(1265,2213,1344,2227)
sidebar-item-heading: ಅ.13 ರಂದು ತಾಲ್ಲೂಕು ಮಟ್ಟದ ಸಮನ್ವಯ ಮತ್ತು ಪಕ್ಷಿ ವೀಕ್ಷಣಾ ಸಮಿತಿ ಸಭೆ xyxy=(1160,1646,1383,1680)
